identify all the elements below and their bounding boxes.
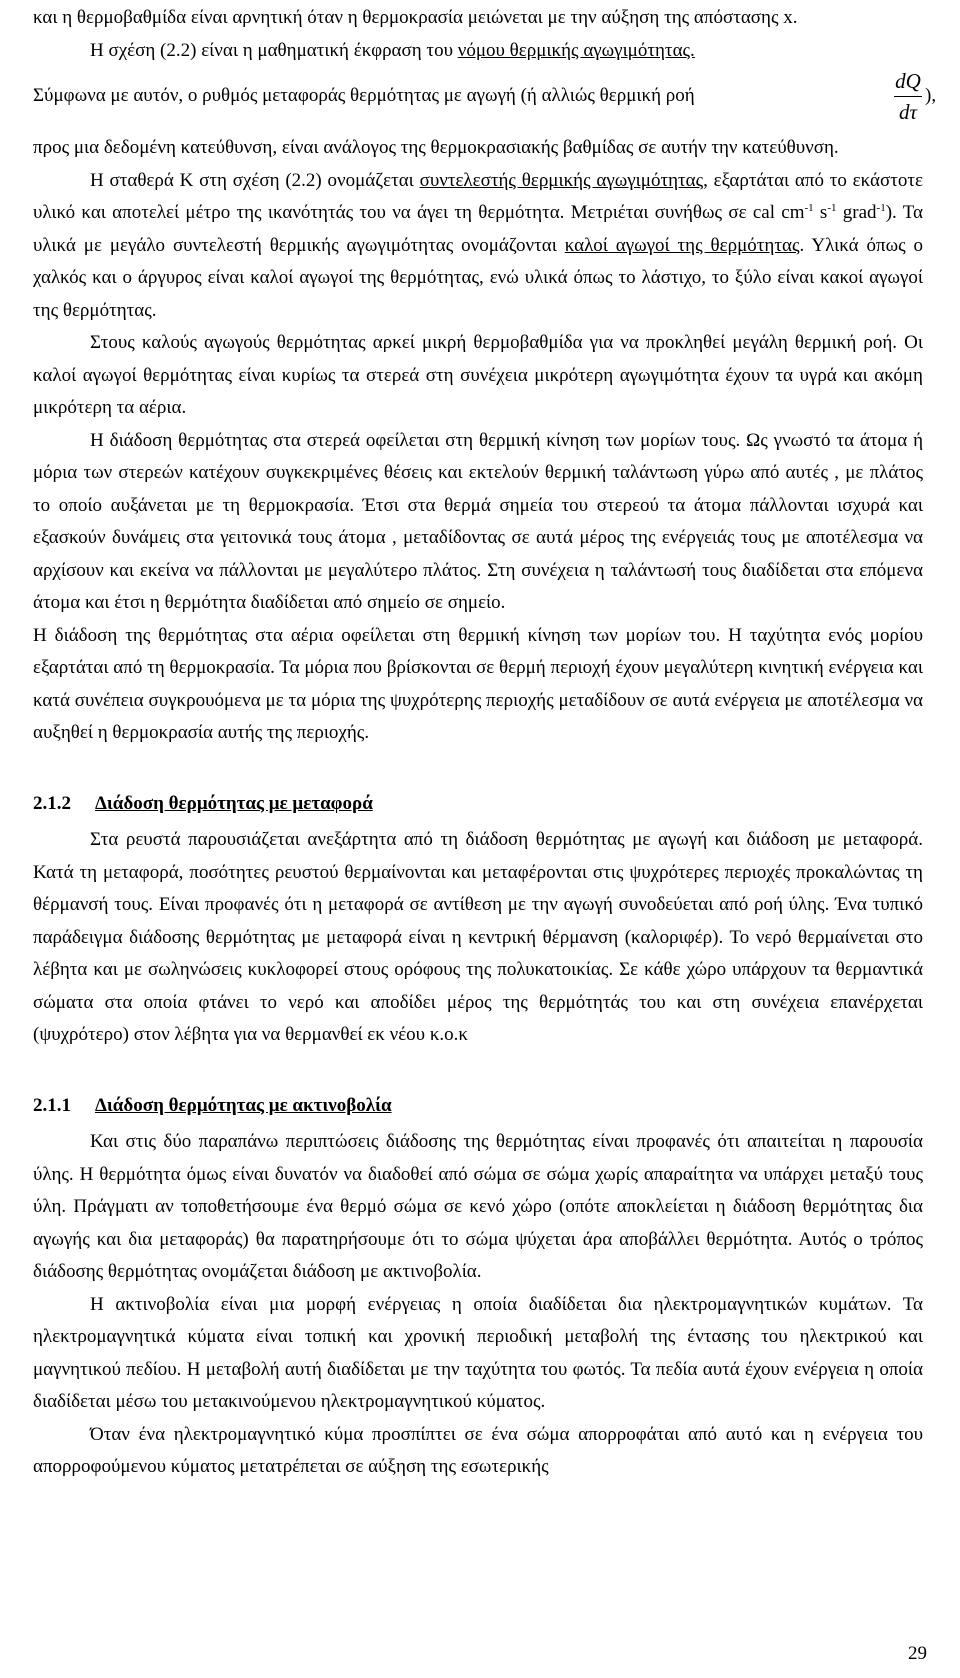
coef-text-d: . Υλικά όπως ο χαλκός και ο άργυρος είναι καλοί αγωγοί της θερμότητας, ενώ υλικά όπως το λάστιχο, το ξύλο είναι κακοί αγωγοί της θερμότητας. — [33, 234, 923, 321]
text-column — [33, 2, 937, 1484]
paragraph-convection: Στα ρευστά παρουσιάζεται ανεξάρτητα από τη διάδοση θερμότητας με αγωγή και διάδοση με μεταφορά. Κατά τη μεταφορά, ποσότητες ρευστού θερμαίνονται και μεταφέρονται στις ψυχρότερες περιοχές προκαλώντας τη θέρμανσή τους. Είναι προφανές ότι η μεταφορά σε αντίθεση με την αγωγή συνοδεύεται από ροή ύλης. Ένα τυπικό παράδειγμα διάδοσης θερμότητας με μεταφορά είναι η κεντρική θέρμανση (καλοριφέρ). Το νερό θερμαίνεται στο λέβητα και με σωληνώσεις κυκλοφορεί στους ορόφους της πολυκατοικίας. Σε κάθε χώρο υπάρχουν τα θερμαντικά σώματα στα οποία φτάνει το νερό και αποδίδει μέρος της θερμότητάς του και στη συνέχεια επανέρχεται (ψυχρότερο) στον λέβητα για να θερμανθεί εκ νέου κ.ο.κ — [33, 829, 923, 1045]
section-number: 2.1.2 — [33, 792, 71, 814]
good-conductors-term: καλοί αγωγοί της θερμότητας — [564, 234, 800, 256]
section-title: Διάδοση θερμότητας με μεταφορά — [95, 792, 373, 814]
paragraph-gradient-sign: και η θερμοβαθμίδα είναι αρνητική όταν η θερμοκρασία μειώνεται με την αύξηση της απόστασης x. — [33, 7, 798, 28]
section-number: 2.1.1 — [33, 1094, 71, 1116]
coef-text-b: εξαρτάται από το εκάστοτε υλικό και αποτελεί μέτρο της ικανότητάς του να άγει τη θερμότητα. Μετριέται συνήθως σε cal cm — [33, 169, 924, 223]
page-number: 29 — [908, 1643, 927, 1664]
fraction-numerator: dQ — [895, 69, 921, 93]
heat-flux-text: Σύμφωνα με αυτόν, ο ρυθμός μεταφοράς θερμότητας με αγωγή (ή αλλιώς θερμική ροή — [33, 85, 695, 106]
paragraph-heat-flux-line — [33, 67, 937, 132]
coef-term: συντελεστής θερμικής αγωγιμότητας, — [419, 169, 708, 191]
section-heading-radiation — [33, 1090, 923, 1123]
section-title: Διάδοση θερμότητας με ακτινοβολία — [95, 1094, 392, 1116]
paragraph-radiation-intro: Και στις δύο παραπάνω περιπτώσεις διάδοσης της θερμότητας είναι προφανές ότι απαιτείται η παρουσία ύλης. Η θερμότητα όμως είναι δυνατόν να διαδοθεί από σώμα σε σώμα χωρίς απαραίτητα να υπάρχει μεταξύ τους ύλη. Πράγματι αν τοποθετήσουμε ένα θερμό σώμα σε κενό χώρο (οπότε αποκλείεται η διάδοση θερμότητας δια αγωγής και δια μεταφοράς) θα παρατηρήσουμε ότι το σώμα ψύχεται άρα αποβάλλει θερμότητα. Αυτός ο τρόπος διάδοσης θερμότητας ονομάζεται διάδοση με ακτινοβολία. — [33, 1131, 923, 1282]
paragraph-radiation-em-waves: Η ακτινοβολία είναι μια μορφή ενέργειας η οποία διαδίδεται δια ηλεκτρομαγνητικών κυμάτων. Τα ηλεκτρομαγνητικά κύματα είναι τοπική και χρονική περιοδική μεταβολή της έντασης του ηλεκτρικού και μαγνητικού πεδίου. Η μεταβολή αυτή διαδίδεται με την ταχύτητα του φωτός. Τα πεδία αυτά έχουν ενέργεια η οποία διαδίδεται μέσω του μετακινούμενου ηλεκτρομαγνητικού κύματος. — [33, 1293, 923, 1412]
dq-dtau-fraction — [894, 67, 922, 126]
fraction-denominator: dτ — [898, 100, 918, 124]
unit-exp-s: -1 — [827, 202, 837, 214]
paragraph-heat-flux-cont: προς μια δεδομένη κατεύθυνση, είναι ανάλογος της θερμοκρασιακής βαθμίδας σε αυτήν την κατεύθυνση. — [33, 137, 839, 158]
paragraph-radiation-absorption: Όταν ένα ηλεκτρομαγνητικό κύμα προσπίπτει σε ένα σώμα απορροφάται από αυτό και η ενέργεια του απορροφούμενου κύματος μετατρέπεται σε αύξηση της εσωτερικής — [33, 1423, 923, 1477]
paragraph-solids: Η διάδοση θερμότητας στα στερεά οφείλεται στη θερμική κίνηση των μορίων τους. Ως γνωστό τα άτομα ή μόρια των στερεών κατέχουν συγκεκριμένες θέσεις και εκτελούν θερμική ταλάντωση γύρω από αυτές , με πλάτος το οποίο αυξάνεται με τη θερμοκρασία. Έτσι στα θερμά σημεία του στερεού τα άτομα πάλλονται ισχυρά και εξασκούν δυνάμεις στα γειτονικά τους άτομα , μεταδίδοντας σε αυτά μέρος της ενέργειάς τους με αποτέλεσμα να αρχίσουν και εκείνα να πάλλονται με μεγαλύτερο πλάτος. Στη συνέχεια η ταλάντωσή τους διαδίδεται στα επόμενα άτομα και έτσι η θερμότητα διαδίδεται από σημείο σε σημείο. — [33, 429, 923, 613]
law-name: νόμου θερμικής αγωγιμότητας. — [457, 39, 695, 61]
unit-s: s — [813, 202, 828, 223]
fraction-close-paren: ), — [925, 85, 937, 106]
paragraph-gases: Η διάδοση της θερμότητας στα αέρια οφείλεται στη θερμική κίνηση των μορίων του. Η ταχύτητα ενός μορίου εξαρτάται από τη θερμοκρασία. Τα μόρια που βρίσκονται σε θερμή περιοχή έχουν μεγαλύτερη κινητική ενέργεια και κατά συνέπεια συγκρουόμενα με τα μόρια της ψυχρότερης περιοχής μεταδίδουν σε αυτά ενέργεια με αποτέλεσμα να αυξηθεί η θερμοκρασία αυτής της περιοχής. — [33, 624, 923, 743]
unit-exp-grad: -1 — [876, 202, 886, 214]
paragraph-conductivity-coefficient — [33, 165, 923, 328]
coef-text-a: Η σταθερά Κ στη σχέση (2.2) ονομάζεται — [90, 169, 420, 191]
paragraph-good-conductors: Στους καλούς αγωγούς θερμότητας αρκεί μικρή θερμοβαθμίδα για να προκληθεί μεγάλη θερμική ροή. Οι καλοί αγωγοί θερμότητας είναι κυρίως τα στερεά στη συνέχεια μικρότερη αγωγιμότητα έχουν τα υγρά και ακόμη μικρότερη τα αέρια. — [33, 332, 923, 418]
unit-exp-cm: -1 — [804, 202, 814, 214]
section-heading-convection — [33, 788, 923, 821]
unit-grad: grad — [836, 202, 877, 223]
coef-text-c: ). Τα υλικά με μεγάλο συντελεστή θερμικής αγωγιμότητας ονομάζονται — [33, 202, 923, 256]
fraction-bar — [894, 96, 922, 97]
law-text: Η σχέση (2.2) είναι η μαθηματική έκφραση του — [90, 39, 458, 61]
paragraph-conduction-law — [33, 35, 923, 68]
